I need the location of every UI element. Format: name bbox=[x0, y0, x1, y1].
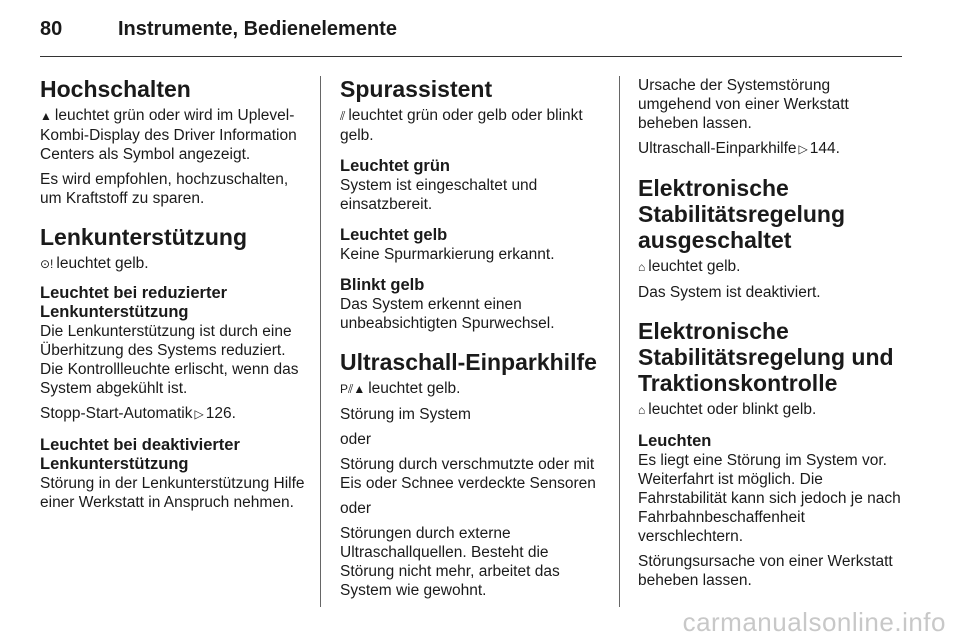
paragraph: Ultraschall-Einparkhilfe ▷ 144. bbox=[638, 140, 840, 157]
watermark: carmanualsonline.info bbox=[682, 607, 946, 637]
esc-traction-icon: ⌂ bbox=[638, 403, 646, 417]
paragraph: Störung im System bbox=[340, 406, 471, 423]
column-middle bbox=[340, 76, 604, 606]
subheading: Blinkt gelb bbox=[340, 276, 425, 294]
paragraph: Das System ist deaktiviert. bbox=[638, 284, 821, 301]
section-heading: Elektronische Stabilitätsregelung und Traktionskontrolle bbox=[638, 318, 894, 396]
paragraph: P⫽▲ leuchtet gelb. bbox=[340, 380, 461, 397]
subheading: Leuchtet bei deaktivierter Lenkunterstützung bbox=[40, 436, 240, 473]
steering-warning-icon: ⊙! bbox=[40, 257, 54, 271]
section-heading: Spurassistent bbox=[340, 76, 493, 102]
paragraph: ⌂ leuchtet oder blinkt gelb. bbox=[638, 401, 817, 418]
paragraph: Störungen durch externe Ultraschallquellen. Besteht die Störung nicht mehr, arbeitet das System wie gewohnt. bbox=[340, 525, 560, 599]
subheading: Leuchtet grün bbox=[340, 157, 450, 175]
header-rule bbox=[40, 56, 902, 57]
page-ref-link[interactable]: 144. bbox=[809, 140, 840, 157]
parking-assist-icon: P⫽▲ bbox=[340, 382, 366, 396]
page-title: Instrumente, Bedienelemente bbox=[118, 18, 397, 40]
section-heading: Elektronische Stabilitätsregelung ausgeschaltet bbox=[638, 175, 846, 253]
paragraph: ⊙! leuchtet gelb. bbox=[40, 255, 149, 272]
section-heading: Hochschalten bbox=[40, 76, 191, 102]
paragraph: ▲ leuchtet grün oder wird im Uplevel-Kombi-Display des Driver Information Centers als Symbol angezeigt. bbox=[40, 107, 297, 163]
paragraph: Stopp-Start-Automatik ▷ 126. bbox=[40, 405, 236, 422]
column-divider bbox=[619, 76, 620, 607]
column-left bbox=[40, 76, 306, 518]
page-ref-arrow-icon: ▷ bbox=[798, 142, 808, 156]
esc-off-icon: ⌂ bbox=[638, 260, 646, 274]
upshift-icon: ▲ bbox=[40, 109, 52, 123]
page-number: 80 bbox=[40, 18, 63, 40]
paragraph: oder bbox=[340, 500, 372, 517]
paragraph: Störung in der Lenkunterstützung Hilfe einer Werkstatt in Anspruch nehmen. bbox=[40, 475, 305, 511]
subheading: Leuchten bbox=[638, 432, 712, 450]
lane-assist-icon: ⫽ bbox=[340, 109, 346, 123]
page-ref-link[interactable]: 126. bbox=[205, 405, 236, 422]
subheading: Leuchtet gelb bbox=[340, 226, 448, 244]
paragraph: ⌂ leuchtet gelb. bbox=[638, 258, 741, 275]
page-ref-arrow-icon: ▷ bbox=[194, 407, 204, 421]
column-right bbox=[638, 76, 904, 596]
paragraph: Das System erkennt einen unbeabsichtigten Spurwechsel. bbox=[340, 296, 555, 332]
paragraph: Die Lenkunterstützung ist durch eine Überhitzung des Systems reduziert. Die Kontrollleuchte erlischt, wenn das System abgekühlt ist. bbox=[40, 323, 299, 397]
paragraph: Keine Spurmarkierung erkannt. bbox=[340, 246, 555, 263]
subheading: Leuchtet bei reduzierter Lenkunterstützung bbox=[40, 284, 228, 321]
section-heading: Lenkunterstützung bbox=[40, 224, 247, 250]
paragraph: Störungsursache von einer Werkstatt beheben lassen. bbox=[638, 553, 893, 589]
paragraph: Es liegt eine Störung im System vor. Weiterfahrt ist möglich. Die Fahrstabilität kann sich jedoch je nach Fahrbahnbeschaffenheit verschlechtern. bbox=[638, 452, 901, 545]
paragraph: Störung durch verschmutzte oder mit Eis oder Schnee verdeckte Sensoren bbox=[340, 456, 596, 492]
paragraph: System ist eingeschaltet und einsatzbereit. bbox=[340, 177, 538, 213]
paragraph: Ursache der Systemstörung umgehend von einer Werkstatt beheben lassen. bbox=[638, 77, 849, 132]
section-heading: Ultraschall-Einparkhilfe bbox=[340, 349, 597, 375]
paragraph: Es wird empfohlen, hochzuschalten, um Kraftstoff zu sparen. bbox=[40, 171, 289, 207]
paragraph: oder bbox=[340, 431, 372, 448]
column-divider bbox=[320, 76, 321, 607]
paragraph: ⫽ leuchtet grün oder gelb oder blinkt gelb. bbox=[340, 107, 583, 144]
